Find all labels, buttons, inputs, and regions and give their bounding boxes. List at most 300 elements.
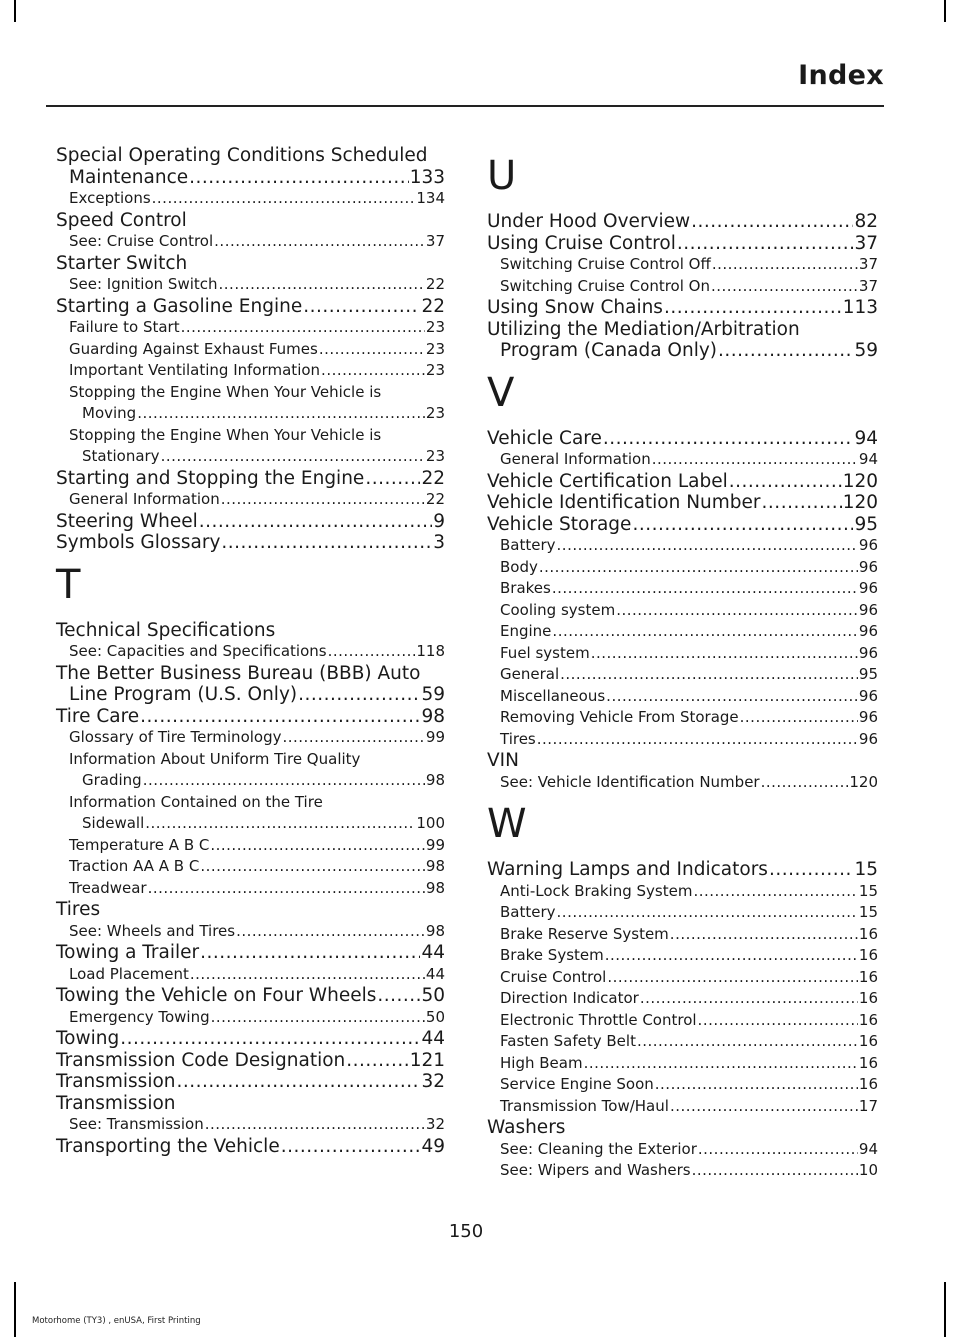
index-subentry[interactable]: [487, 729, 878, 751]
entry-text: Fasten Safety Belt: [500, 1032, 636, 1050]
dot-leader: [560, 664, 858, 686]
index-column-left: [56, 145, 445, 1157]
entry-text: VIN: [487, 750, 519, 771]
dot-leader: [632, 514, 853, 536]
crop-mark-bottom-left: [14, 1282, 16, 1337]
dot-leader: [539, 557, 858, 579]
dot-leader: [769, 859, 854, 881]
index-subentry[interactable]: [487, 276, 878, 298]
entry-text: Vehicle Identification Number: [487, 492, 761, 513]
entry-text: Grading: [82, 771, 142, 789]
entry-page-number: 98: [425, 771, 445, 789]
dot-leader: [718, 340, 853, 362]
index-entry[interactable]: [56, 296, 445, 318]
entry-text: Switching Cruise Control On: [500, 276, 710, 295]
index-letter-heading: U: [487, 153, 517, 199]
entry-text: General Information: [500, 450, 651, 468]
entry-text: See: Capacities and Specifications: [69, 642, 327, 660]
entry-page-number: 99: [425, 835, 445, 854]
entry-page-number: 22: [425, 275, 445, 293]
entry-text: Transporting the Vehicle: [56, 1135, 280, 1157]
entry-page-number: 44: [421, 1028, 445, 1049]
dot-leader: [591, 643, 858, 665]
index-subentry[interactable]: [487, 664, 878, 686]
entry-text: Stopping the Engine When Your Vehicle is: [69, 425, 382, 444]
entry-text: Engine: [500, 622, 552, 640]
entry-text: Emergency Towing: [69, 1007, 210, 1026]
entry-page-number: 37: [425, 232, 445, 250]
index-entry[interactable]: [56, 468, 445, 490]
entry-text: Starting a Gasoline Engine: [56, 295, 303, 317]
index-entry[interactable]: [487, 471, 878, 493]
entry-text: Battery: [500, 536, 556, 554]
entry-text: Information About Uniform Tire Quality: [69, 749, 361, 768]
entry-text: Electronic Throttle Control: [500, 1010, 697, 1029]
index-subentry[interactable]: [487, 1096, 878, 1118]
entry-text: Glossary of Tire Terminology: [69, 728, 282, 746]
dot-leader: [698, 1139, 858, 1161]
entry-page-number: 96: [858, 708, 878, 726]
entry-page-number: 95: [854, 513, 878, 535]
index-subentry[interactable]: [56, 231, 445, 253]
entry-page-number: 98: [425, 878, 445, 897]
index-entry[interactable]: [56, 663, 445, 706]
entry-text: Steering Wheel: [56, 510, 198, 532]
entry-text: Maintenance: [69, 166, 189, 188]
entry-text: Stopping the Engine When Your Vehicle is: [69, 382, 382, 401]
index-subentry[interactable]: [487, 557, 878, 579]
entry-page-number: 3: [433, 532, 445, 553]
entry-page-number: 96: [858, 729, 878, 748]
dot-leader: [137, 403, 425, 425]
index-entry[interactable]: [56, 1028, 445, 1050]
index-subentry[interactable]: [56, 360, 445, 382]
dot-leader: [282, 727, 424, 749]
dot-leader: [655, 1074, 858, 1096]
entry-text: Towing: [56, 1028, 120, 1049]
dot-leader: [199, 511, 432, 533]
entry-page-number: 59: [421, 684, 445, 705]
entry-page-number: 22: [421, 295, 445, 317]
entry-page-number: 121: [409, 1049, 445, 1071]
entry-page-number: 133: [409, 166, 445, 188]
crop-mark-bottom-right: [944, 1282, 946, 1337]
entry-page-number: 98: [421, 705, 445, 727]
entry-text: Brake System: [500, 946, 604, 964]
index-subentry[interactable]: [487, 707, 878, 729]
entry-page-number: 32: [425, 1115, 445, 1133]
index-entry[interactable]: [56, 253, 445, 275]
dot-leader: [120, 1028, 420, 1050]
index-entry[interactable]: [56, 942, 445, 964]
crop-mark-top-right: [944, 0, 946, 22]
index-subentry[interactable]: [487, 578, 878, 600]
entry-page-number: 96: [858, 557, 878, 576]
index-subentry[interactable]: [56, 641, 445, 663]
entry-text: Special Operating Conditions Scheduled: [56, 145, 428, 166]
entry-page-number: 94: [858, 450, 878, 468]
entry-text: Transmission Tow/Haul: [500, 1096, 669, 1115]
entry-text: Vehicle Certification Label: [487, 470, 728, 492]
dot-leader: [552, 621, 857, 643]
entry-page-number: 96: [858, 600, 878, 619]
dot-leader: [652, 449, 858, 471]
entry-page-number: 96: [858, 622, 878, 640]
index-entry[interactable]: [56, 1071, 445, 1093]
entry-text: See: Cleaning the Exterior: [500, 1139, 697, 1158]
index-entry[interactable]: [487, 514, 878, 536]
index-entry[interactable]: [56, 899, 445, 921]
entry-text: Switching Cruise Control Off: [500, 255, 711, 273]
entry-text: Stationary: [82, 447, 160, 465]
index-subentry[interactable]: [487, 1053, 878, 1075]
entry-page-number: 50: [421, 985, 445, 1006]
entry-page-number: 96: [858, 686, 878, 705]
index-subentry[interactable]: [56, 749, 445, 792]
index-subentry[interactable]: [487, 535, 878, 557]
dot-leader: [616, 600, 858, 622]
dot-leader: [552, 578, 858, 600]
dot-leader: [221, 489, 425, 511]
index-entry[interactable]: [56, 532, 445, 554]
entry-page-number: 15: [858, 903, 878, 921]
entry-text: Symbols Glossary: [56, 532, 221, 553]
dot-leader: [298, 684, 420, 706]
entry-page-number: 16: [858, 1075, 878, 1093]
entry-text: Moving: [82, 404, 137, 422]
index-entry[interactable]: [56, 210, 445, 232]
index-subentry[interactable]: [56, 188, 445, 210]
entry-page-number: 98: [425, 921, 445, 940]
entry-text: General: [500, 665, 560, 683]
dot-leader: [152, 188, 416, 210]
index-subentry[interactable]: [56, 274, 445, 296]
entry-page-number: 32: [421, 1071, 445, 1092]
dot-leader: [637, 1031, 858, 1053]
index-subentry[interactable]: [487, 686, 878, 708]
index-entry[interactable]: [487, 750, 878, 772]
dot-leader: [221, 532, 432, 554]
entry-page-number: 134: [416, 189, 445, 207]
entry-page-number: 44: [421, 942, 445, 963]
entry-page-number: 23: [425, 318, 445, 336]
entry-page-number: 15: [854, 859, 878, 880]
entry-page-number: 15: [858, 881, 878, 900]
index-subentry[interactable]: [56, 727, 445, 749]
index-column-right: [487, 145, 878, 1182]
dot-leader: [177, 1071, 421, 1093]
entry-page-number: 37: [858, 276, 878, 295]
dot-leader: [205, 1114, 425, 1136]
dot-leader: [200, 942, 420, 964]
dot-leader: [190, 964, 425, 986]
entry-page-number: 16: [858, 1010, 878, 1029]
entry-page-number: 37: [858, 255, 878, 273]
entry-page-number: 23: [425, 447, 445, 465]
index-entry[interactable]: [487, 211, 878, 233]
index-entry[interactable]: [487, 492, 878, 514]
index-entry[interactable]: [487, 297, 878, 319]
entry-text: Under Hood Overview: [487, 211, 691, 232]
entry-text: See: Ignition Switch: [69, 275, 218, 293]
index-subentry[interactable]: [56, 792, 445, 835]
index-subentry[interactable]: [487, 1010, 878, 1032]
index-subentry[interactable]: [56, 856, 445, 878]
index-subentry[interactable]: [487, 772, 878, 794]
dot-leader: [584, 1053, 858, 1075]
entry-page-number: 22: [425, 490, 445, 508]
dot-leader: [557, 535, 858, 557]
entry-text: Transmission Code Designation: [56, 1049, 346, 1071]
dot-leader: [210, 835, 425, 857]
entry-text: Direction Indicator: [500, 989, 639, 1007]
entry-page-number: 22: [421, 467, 445, 489]
index-letter-heading: V: [487, 369, 515, 416]
dot-leader: [607, 967, 858, 989]
index-subentry[interactable]: [56, 835, 445, 857]
dot-leader: [211, 1007, 425, 1029]
dot-leader: [319, 339, 425, 361]
entry-page-number: 44: [425, 964, 445, 983]
index-subentry[interactable]: [56, 382, 445, 425]
index-subentry[interactable]: [487, 967, 878, 989]
entry-page-number: 16: [858, 967, 878, 986]
entry-text: Using Snow Chains: [487, 297, 663, 318]
entry-text: Cooling system: [500, 600, 616, 619]
dot-leader: [537, 729, 858, 751]
entry-text: Brakes: [500, 579, 551, 597]
entry-text: Traction AA A B C: [69, 857, 200, 875]
footer-edition: Motorhome (TY3) , enUSA, First Printing: [32, 1316, 201, 1326]
dot-leader: [761, 772, 849, 794]
entry-text: Information Contained on the Tire: [69, 792, 323, 811]
index-subentry[interactable]: [487, 881, 878, 903]
dot-leader: [219, 274, 425, 296]
index-entry[interactable]: [487, 233, 878, 255]
entry-text: Load Placement: [69, 964, 189, 983]
dot-leader: [740, 707, 858, 729]
entry-text: Removing Vehicle From Storage: [500, 708, 739, 726]
dot-leader: [365, 468, 420, 490]
dot-leader: [377, 985, 420, 1007]
header-divider: [46, 105, 884, 107]
index-entry[interactable]: [56, 1136, 445, 1158]
entry-text: Warning Lamps and Indicators: [487, 859, 768, 880]
entry-page-number: 98: [425, 857, 445, 875]
index-entry[interactable]: [487, 859, 878, 881]
dot-leader: [677, 233, 854, 255]
entry-text: Utilizing the Mediation/Arbitration: [487, 318, 800, 340]
dot-leader: [161, 446, 425, 468]
entry-page-number: 96: [858, 536, 878, 554]
dot-leader: [281, 1136, 421, 1158]
entry-text: Transmission: [56, 1092, 176, 1114]
entry-page-number: 50: [425, 1007, 445, 1026]
index-entry[interactable]: [487, 428, 878, 450]
index-subentry[interactable]: [56, 1007, 445, 1029]
entry-text: Vehicle Storage: [487, 513, 632, 535]
entry-text: Program (Canada Only): [500, 340, 718, 361]
entry-text: See: Cruise Control: [69, 232, 214, 250]
entry-page-number: 9: [433, 510, 445, 532]
entry-text: Towing the Vehicle on Four Wheels: [56, 985, 377, 1006]
index-entry[interactable]: [487, 319, 878, 362]
index-letter-heading: T: [56, 561, 81, 608]
index-entry[interactable]: [56, 620, 445, 642]
index-subentry[interactable]: [487, 643, 878, 665]
index-subentry[interactable]: [56, 878, 445, 900]
dot-leader: [181, 317, 425, 339]
dot-leader: [670, 924, 858, 946]
entry-page-number: 113: [842, 297, 878, 318]
index-subentry[interactable]: [56, 1114, 445, 1136]
entry-text: Fuel system: [500, 643, 590, 662]
entry-text: Failure to Start: [69, 318, 180, 336]
entry-page-number: 99: [425, 728, 445, 746]
dot-leader: [692, 1160, 858, 1182]
entry-text: Technical Specifications: [56, 619, 276, 641]
entry-text: Starter Switch: [56, 252, 188, 274]
dot-leader: [664, 297, 842, 319]
entry-text: See: Wipers and Washers: [500, 1161, 691, 1179]
entry-text: Important Ventilating Information: [69, 361, 321, 379]
entry-text: Guarding Against Exhaust Fumes: [69, 339, 318, 358]
entry-page-number: 16: [858, 924, 878, 943]
index-subentry[interactable]: [487, 924, 878, 946]
dot-leader: [189, 167, 409, 189]
entry-text: High Beam: [500, 1053, 583, 1072]
dot-leader: [200, 856, 425, 878]
entry-text: Towing a Trailer: [56, 942, 200, 963]
index-subentry[interactable]: [487, 1139, 878, 1161]
index-subentry[interactable]: [56, 964, 445, 986]
dot-leader: [303, 296, 420, 318]
index-subentry[interactable]: [56, 921, 445, 943]
entry-text: Body: [500, 557, 538, 576]
entry-text: Tires: [500, 729, 536, 748]
index-subentry[interactable]: [56, 425, 445, 468]
entry-page-number: 16: [858, 1053, 878, 1072]
entry-page-number: 96: [858, 579, 878, 597]
entry-page-number: 95: [858, 665, 878, 683]
entry-page-number: 23: [425, 404, 445, 422]
dot-leader: [698, 1010, 858, 1032]
index-subentry[interactable]: [56, 317, 445, 339]
entry-text: See: Transmission: [69, 1115, 204, 1133]
index-entry[interactable]: [56, 1093, 445, 1115]
dot-leader: [605, 945, 858, 967]
dot-leader: [328, 641, 416, 663]
index-subentry[interactable]: [487, 254, 878, 276]
index-entry[interactable]: [56, 511, 445, 533]
index-entry[interactable]: [56, 706, 445, 728]
page-title: Index: [798, 60, 884, 91]
index-entry[interactable]: [56, 145, 445, 188]
index-subentry[interactable]: [56, 489, 445, 511]
index-subentry[interactable]: [487, 945, 878, 967]
entry-text: Speed Control: [56, 209, 187, 231]
dot-leader: [711, 276, 858, 298]
entry-page-number: 120: [849, 772, 878, 791]
index-entry[interactable]: [56, 985, 445, 1007]
entry-text: Sidewall: [82, 814, 145, 832]
index-subentry[interactable]: [487, 621, 878, 643]
entry-page-number: 16: [858, 1032, 878, 1050]
index-subentry[interactable]: [487, 600, 878, 622]
dot-leader: [762, 492, 842, 514]
page-number: 150: [448, 1221, 484, 1242]
index-subentry[interactable]: [487, 449, 878, 471]
index-subentry[interactable]: [487, 902, 878, 924]
dot-leader: [729, 471, 842, 493]
entry-page-number: 10: [858, 1161, 878, 1179]
entry-text: See: Wheels and Tires: [69, 921, 236, 940]
index-entry[interactable]: [56, 1050, 445, 1072]
entry-page-number: 16: [858, 946, 878, 964]
entry-text: Tires: [56, 899, 101, 920]
entry-page-number: 82: [854, 211, 878, 232]
entry-text: Temperature A B C: [69, 835, 210, 854]
entry-page-number: 59: [854, 340, 878, 361]
dot-leader: [236, 921, 425, 943]
index-subentry[interactable]: [487, 988, 878, 1010]
dot-leader: [603, 428, 854, 450]
index-subentry[interactable]: [487, 1160, 878, 1182]
index-entry[interactable]: [487, 1117, 878, 1139]
entry-text: The Better Business Bureau (BBB) Auto: [56, 662, 421, 684]
entry-text: Line Program (U.S. Only): [69, 684, 298, 705]
index-subentry[interactable]: [56, 339, 445, 361]
entry-text: Anti-Lock Braking System: [500, 881, 693, 900]
entry-text: Miscellaneous: [500, 686, 606, 705]
dot-leader: [140, 706, 420, 728]
entry-page-number: 94: [854, 427, 878, 449]
index-subentry[interactable]: [487, 1074, 878, 1096]
dot-leader: [670, 1096, 858, 1118]
entry-page-number: 37: [854, 232, 878, 254]
index-subentry[interactable]: [487, 1031, 878, 1053]
entry-page-number: 49: [421, 1135, 445, 1157]
entry-text: Treadwear: [69, 878, 147, 897]
dot-leader: [712, 254, 858, 276]
entry-page-number: 23: [425, 339, 445, 358]
dot-leader: [691, 211, 853, 233]
crop-mark-top-left: [14, 0, 16, 22]
entry-text: General Information: [69, 490, 220, 508]
entry-text: Starting and Stopping the Engine: [56, 467, 365, 489]
entry-text: Exceptions: [69, 189, 151, 207]
dot-leader: [145, 813, 415, 835]
dot-leader: [346, 1050, 408, 1072]
entry-page-number: 96: [858, 643, 878, 662]
dot-leader: [214, 231, 425, 253]
entry-page-number: 23: [425, 361, 445, 379]
entry-page-number: 100: [416, 814, 445, 832]
entry-page-number: 94: [858, 1139, 878, 1158]
dot-leader: [557, 902, 858, 924]
entry-text: Service Engine Soon: [500, 1075, 654, 1093]
entry-page-number: 17: [858, 1096, 878, 1115]
entry-page-number: 118: [416, 642, 445, 660]
dot-leader: [693, 881, 857, 903]
entry-text: Washers: [487, 1117, 566, 1138]
dot-leader: [606, 686, 858, 708]
dot-leader: [321, 360, 425, 382]
entry-text: Tire Care: [56, 705, 140, 727]
dot-leader: [143, 770, 425, 792]
entry-text: Transmission: [56, 1071, 176, 1092]
entry-text: See: Vehicle Identification Number: [500, 772, 760, 791]
